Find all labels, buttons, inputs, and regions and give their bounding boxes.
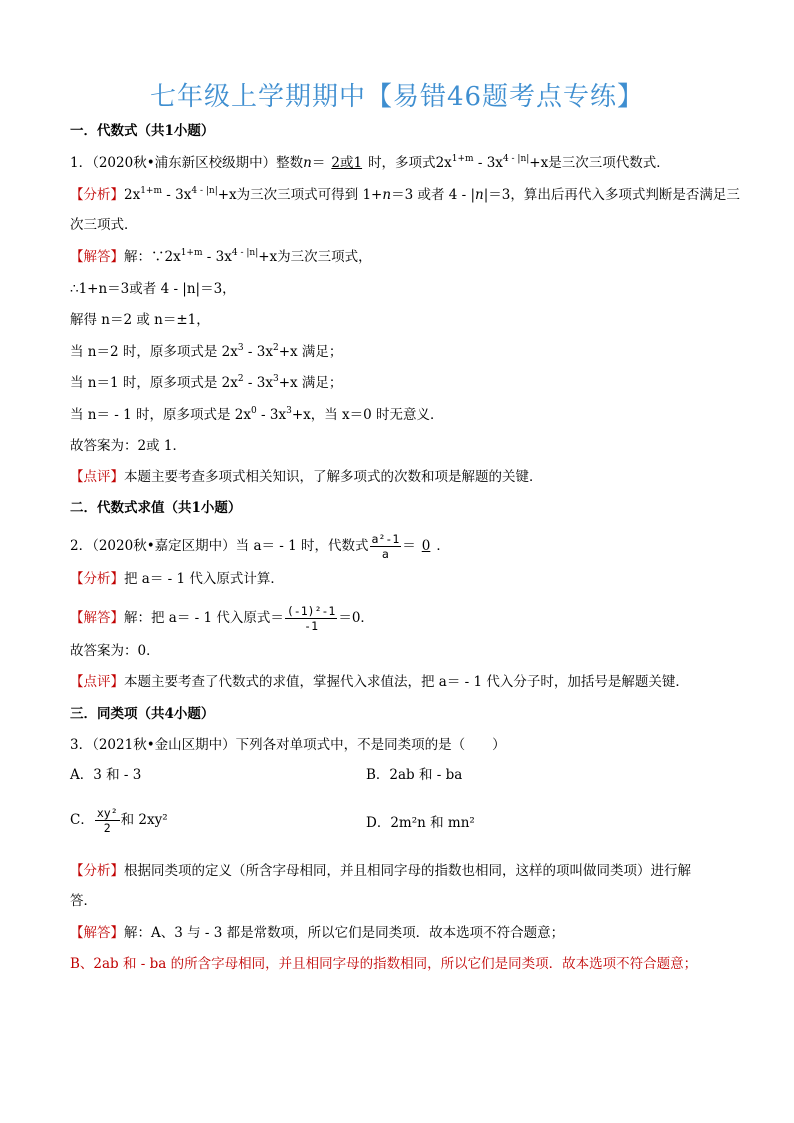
question-1-solution: 【解答】解：$\because 2x^{1+m} - 3x^{4 - |n|}+x$为三次三项式， (70, 248, 372, 265)
question-2-solution: 【解答】解：把 a＝ - 1 代入原式＝ $\frac{\text{(-1)²-1}}{-1}$ ＝0． (70, 604, 374, 633)
question-1-comment: 【点评】本题主要考查多项式相关知识，了解多项式的次数和项是解题的关键． (70, 469, 543, 485)
option-a: A．3 和 - 3 (70, 767, 142, 783)
question-1-stem: 1．（2020秋•浦东新区校级期中）整数n＝ 2或1 时，多项式$2x^{1+m} - 3x^{4 - |n|}+x$是三次三项代数式． (70, 154, 670, 171)
option-d: D．2m²n 和 mn² (366, 815, 475, 831)
section-heading-3: 三．同类项（共4小题） (70, 706, 215, 722)
question-1-analysis-cont: 次三项式． (70, 217, 138, 233)
question-1-solution-line-3: 解得 n＝2 或 n＝±1， (70, 312, 210, 328)
answer-blank-2: 0 (421, 538, 431, 554)
question-1-answer-line: 故答案为：2或 1． (70, 438, 186, 454)
question-1-analysis: 【分析】$2x^{1+m} - 3x^{4 - |n|}+x$为三次三项式可得到 1+n＝3 或者 4 - |n|＝3，算出后再代入多项式判断是否满足三 (70, 186, 740, 203)
question-3-analysis: 【分析】根据同类项的定义（所含字母相同，并且相同字母的指数也相同，这样的项叫做同类项）进行解 (70, 863, 691, 879)
fraction: $\frac{\text{xy²}}{2}$ (96, 806, 118, 835)
question-1-solution-line-4: 当 n＝2 时，原多项式是 $2x^3 - 3x^2+x$ 满足； (70, 343, 343, 360)
question-3-stem: 3．（2021秋•金山区期中）下列各对单项式中，不是同类项的是（ ） (70, 737, 506, 753)
question-2-comment: 【点评】本题主要考查了代数式的求值，掌握代入求值法，把 a＝ - 1 代入分子时，加括号是解题关键． (70, 674, 689, 690)
question-3-solution-line-2: B、2ab 和 - ba 的所含字母相同，并且相同字母的指数相同，所以它们是同类项．故本选项不符合题意； (70, 956, 698, 972)
question-3-solution: 【解答】解：A、3 与 - 3 都是常数项，所以它们是同类项．故本选项不符合题意； (70, 925, 565, 941)
question-1-solution-line-2: ∴1+n＝3或者 4 - |n|＝3， (70, 281, 236, 297)
answer-blank-1: 2或1 (331, 155, 363, 171)
section-heading-1: 一．代数式（共1小题） (70, 123, 215, 139)
fraction: $\frac{\text{a²-1}}{a}$ (371, 532, 400, 561)
question-2-answer-line: 故答案为：0． (70, 643, 160, 659)
question-1-solution-line-5: 当 n＝1 时，原多项式是 $2x^2 - 3x^3+x$ 满足； (70, 374, 343, 391)
question-3-analysis-cont: 答． (70, 893, 97, 909)
question-2-analysis: 【分析】把 a＝ - 1 代入原式计算． (70, 571, 284, 587)
question-1-solution-line-6: 当 n＝ - 1 时，原多项式是 $2x^0 - 3x^3+x$，当 x＝0 时无意义． (70, 406, 444, 423)
option-c: C． $\frac{\text{xy²}}{2}$ 和 2xy² (70, 806, 168, 835)
question-2-stem: 2．（2020秋•嘉定区期中）当 a＝ - 1 时，代数式 $\frac{\text{a²-1}}{a}$ ＝ 0 ． (70, 532, 450, 561)
fraction: $\frac{\text{(-1)²-1}}{-1}$ (286, 604, 336, 633)
section-heading-2: 二．代数式求值（共1小题） (70, 500, 242, 516)
option-b: B．2ab 和 - ba (366, 767, 463, 783)
page-title: 七年级上学期期中【易错46题考点专练】 (149, 82, 645, 112)
